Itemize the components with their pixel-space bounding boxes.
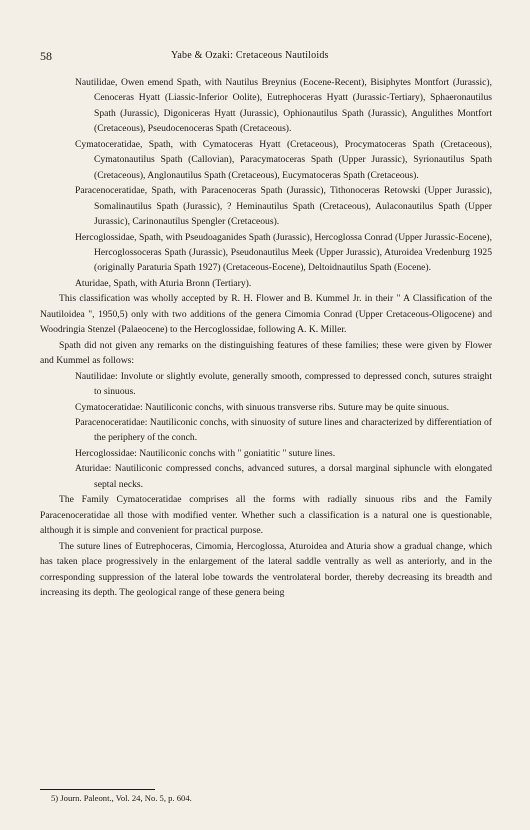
family-entry: Nautilidae, Owen emend Spath, with Nautilus Breynius (Eocene-Recent), Bisiphytes Montfort (Jurassic), Cenoceras Hyatt (Liassic-Inferior Oolite), Eutrephoceras Hyatt (Jurassic-Tertiary), Sphaeronautilus Spath (Jurassic), Digoniceras Hyatt (Jurassic), Ophionautilus Spath (Jurassic), Angulithes Montfort (Cretaceous), Pseudocenoceras Spath (Cretaceous). — [75, 77, 492, 135]
family-entry: Paracenoceratidae, Spath, with Paracenoceras Spath (Jurassic), Tithonoceras Retowski (Upper Jurassic), Somalinautilus Spath (Jurassic), ? Heminautilus Spath (Cretaceous), Aulaconautilus Spath (Upper Jurassic), Carinonautilus Spengler (Cretaceous). — [75, 185, 492, 228]
page-number: 58 — [40, 49, 52, 63]
family-definition: Cymatoceratidae: Nautiliconic conchs, with sinuous transverse ribs. Suture may be quite sinuous. — [75, 401, 450, 413]
footnote: 5) Journ. Paleont., Vol. 24, No. 5, p. 604. — [51, 793, 192, 803]
family-entry: Hercoglossidae, Spath, with Pseudoaganides Spath (Jurassic), Hercoglossa Conrad (Upper Jurassic-Eocene), Hercoglossoceras Spath (Jurassic), Pseudonautilus Meek (Upper Jurassic), Aturoidea Vredenburg 1925 (originally Paraturia Spath 1927) (Cretaceous-Eocene), Deltoidnautilus Spath (Eocene). — [75, 231, 492, 274]
page-header — [40, 50, 490, 64]
running-head: Yabe & Ozaki: Cretaceous Nautiloids — [171, 50, 329, 61]
family-entry: Aturidae, Spath, with Aturia Bronn (Tertiary). — [75, 277, 252, 289]
paragraph: The Family Cymatoceratidae comprises all the forms with radially sinuous ribs and the Family Paracenoceratidae all those with modified venter. Whether such a classification is a natural one is questionable, although it is simple and convenient for practical purpose. — [40, 494, 492, 537]
article-body — [40, 75, 492, 600]
footnote-rule — [40, 789, 155, 790]
paragraph: Spath did not given any remarks on the distinguishing features of these families; these were given by Flower and Kummel as follows: — [40, 339, 492, 367]
family-definition: Aturidae: Nautiliconic compressed conchs, advanced sutures, a dorsal marginal siphuncle with elongated septal necks. — [75, 463, 492, 490]
paragraph: This classification was wholly accepted by R. H. Flower and B. Kummel Jr. in their " A Classification of the Nautiloidea ", 1950,5) only with two additions of the genera Cimomia Conrad (Upper Cretaceous-Oligocene) and Woodringia Stenzel (Palaeocene) to the Hercoglossidae, following A. K. Miller. — [40, 293, 492, 336]
family-definition: Nautilidae: Involute or slightly evolute, generally smooth, compressed to depressed conch, sutures straight to sinuous. — [75, 370, 492, 398]
paragraph: The suture lines of Eutrephoceras, Cimomia, Hercoglossa, Aturoidea and Aturia show a gradual change, which has taken place progressively in the enlargement of the lateral saddle ventrally as well as anteriorly, and in the corresponding suppression of the lateral lobe towards the ventrolateral border, thereby decreasing its breadth and increasing its depth. The geological range of these genera being — [40, 540, 492, 598]
family-definition: Paracenoceratidae: Nautiliconic conchs, with sinuosity of suture lines and characterized by differentiation of the periphery of the conch. — [75, 416, 492, 444]
family-definition: Hercoglossidae: Nautiliconic conchs with " goniatitic " suture lines. — [75, 447, 336, 459]
family-entry: Cymatoceratidae, Spath, with Cymatoceras Hyatt (Cretaceous), Procymatoceras Spath (Cretaceous), Cymatonautilus Spath (Callovian), Paracymatoceras Spath (Upper Jurassic), Syrionautilus Spath (Cretaceous), Anglonautilus Spath (Cretaceous), Eucymatoceras Spath (Cretaceous). — [75, 138, 492, 181]
